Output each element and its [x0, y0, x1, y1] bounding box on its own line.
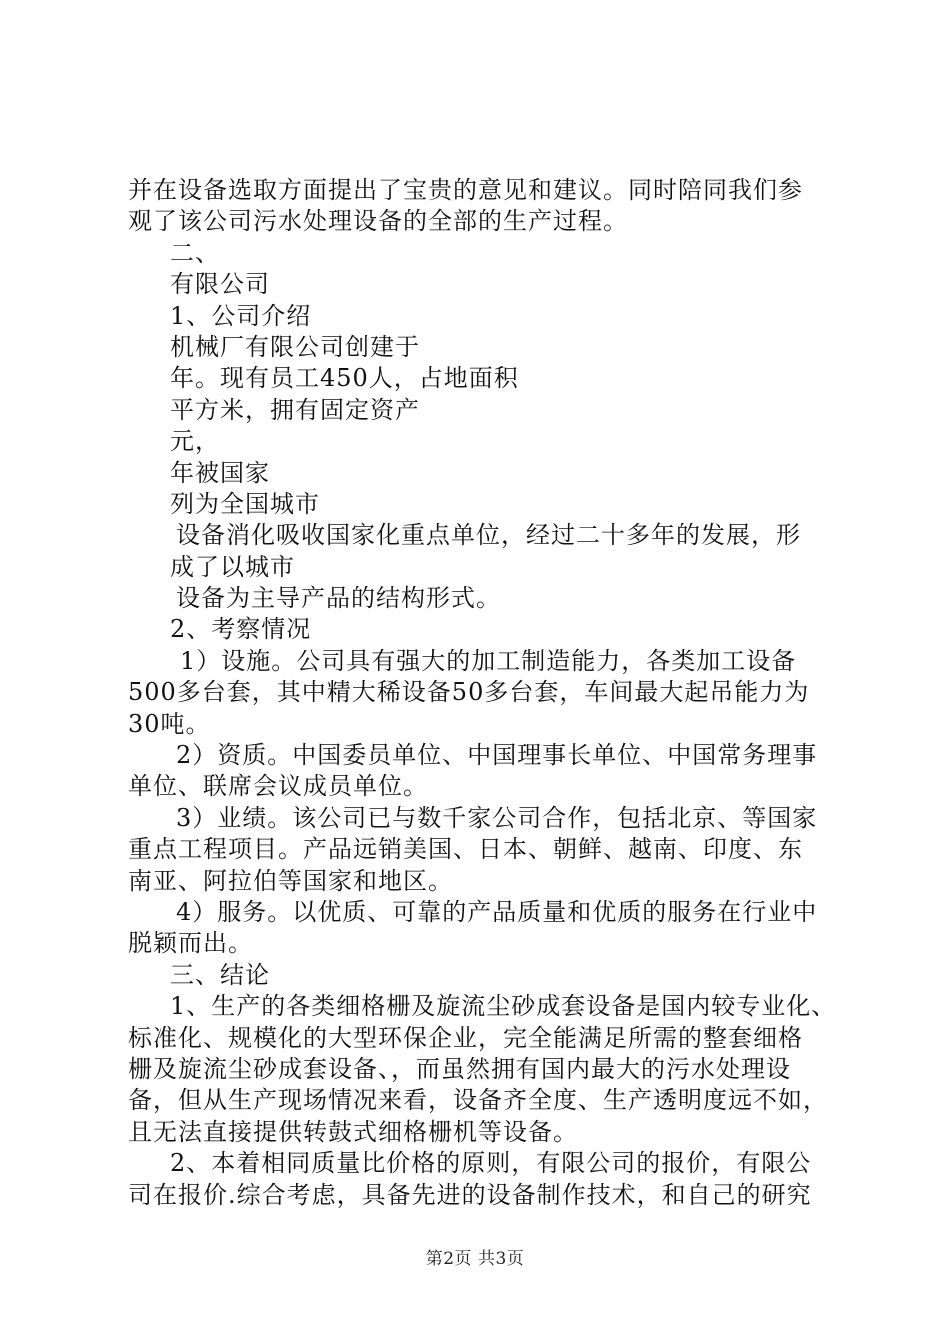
- text-line: 并在设备选取方面提出了宝贵的意见和建议。同时陪同我们参: [128, 176, 803, 204]
- text-line: 1、生产的各类细格栅及旋流尘砂成套设备是国内较专业化、: [170, 992, 837, 1021]
- text-line: 元，: [170, 427, 220, 456]
- text-line: 脱颖而出。: [128, 929, 253, 958]
- text-line: 2）资质。中国委员单位、中国理事长单位、中国常务理事: [176, 741, 818, 770]
- text-line: 司在报价.综合考虑，具备先进的设备制作技术，和自己的研究: [128, 1180, 812, 1209]
- text-line: 平方米，拥有固定资产: [170, 395, 420, 424]
- text-line: 单位、联席会议成员单位。: [128, 772, 428, 801]
- text-line: 500多台套，其中精大稀设备50多台套，车间最大起吊能力为: [128, 678, 810, 707]
- text-line: 且无法直接提供转鼓式细格栅机等设备。: [128, 1117, 578, 1146]
- text-line: 南亚、阿拉伯等国家和地区。: [128, 866, 453, 895]
- text-line: 年被国家: [170, 458, 270, 487]
- text-line: 2、考察情况: [170, 615, 312, 644]
- text-line: 成了以城市: [170, 552, 295, 581]
- text-line: 30吨。: [128, 709, 211, 738]
- text-line: 1）设施。公司具有强大的加工制造能力，各类加工设备: [180, 646, 797, 675]
- text-line: 观了该公司污水处理设备的全部的生产过程。: [128, 207, 628, 236]
- text-line: 3）业绩。该公司已与数千家公司合作，包括北京、等国家: [176, 803, 818, 832]
- text-line: 备，但从生产现场情况来看，设备齐全度、生产透明度远不如，: [128, 1086, 828, 1115]
- text-line: 二、: [170, 238, 220, 267]
- text-line: 设备为主导产品的结构形式。: [176, 584, 501, 613]
- text-line: 4）服务。以优质、可靠的产品质量和优质的服务在行业中: [176, 897, 818, 926]
- text-line: 机械厂有限公司创建于: [170, 332, 420, 361]
- document-body: [128, 175, 837, 1211]
- text-line: 栅及旋流尘砂成套设备、，而虽然拥有国内最大的污水处理设: [128, 1054, 791, 1083]
- text-line: 标准化、规模化的大型环保企业，完全能满足所需的整套细格: [128, 1023, 803, 1052]
- text-line: 重点工程项目。产品远销美国、日本、朝鲜、越南、印度、东: [128, 835, 803, 864]
- text-line: 三、结论: [170, 960, 270, 989]
- page-footer: 第2页 共3页: [425, 1249, 525, 1269]
- text-line: 有限公司: [170, 270, 270, 299]
- text-line: 列为全国城市: [170, 489, 320, 518]
- text-line: 1、公司介绍: [170, 301, 312, 330]
- text-line: 2、本着相同质量比价格的原则，有限公司的报价，有限公: [170, 1149, 812, 1178]
- text-line: 年。现有员工450人，占地面积: [170, 364, 519, 393]
- text-line: 设备消化吸收国家化重点单位，经过二十多年的发展，形: [176, 521, 801, 550]
